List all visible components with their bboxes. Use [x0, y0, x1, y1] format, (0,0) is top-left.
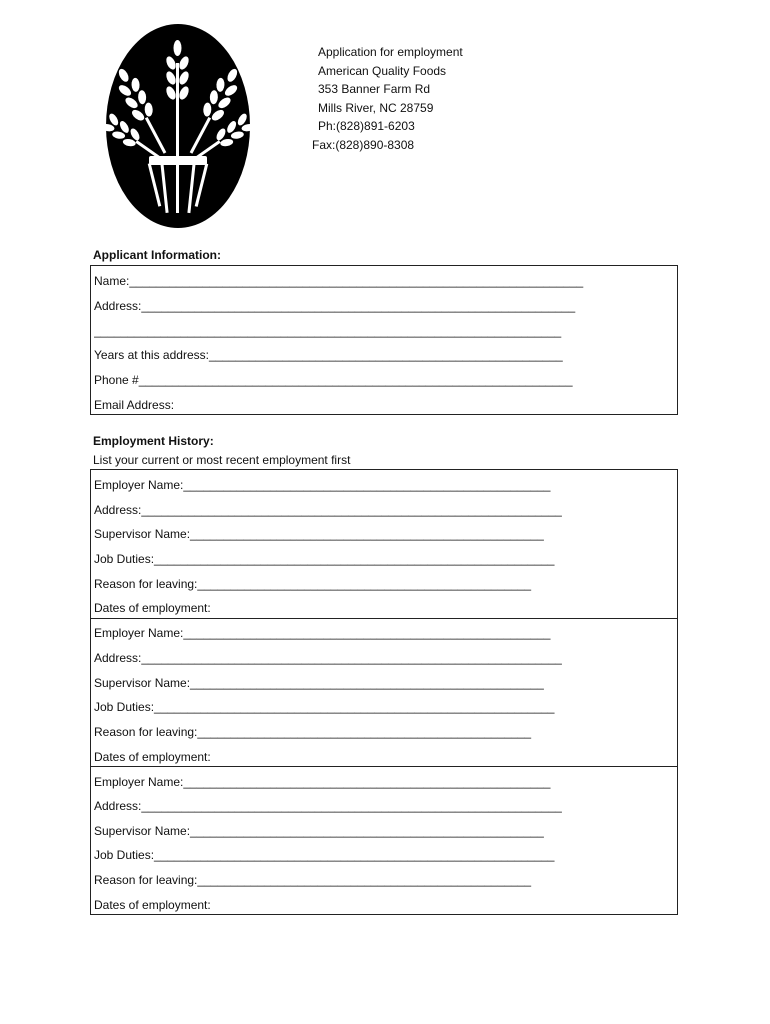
employment-instructions: List your current or most recent employment first	[93, 453, 351, 467]
supervisor-name-field[interactable]: Supervisor Name:_____________________________________________________	[94, 527, 544, 541]
company-fax: Fax:(828)890-8308	[312, 137, 415, 152]
applicant-section-title: Applicant Information:	[93, 248, 221, 262]
job-duties-field[interactable]: Job Duties:____________________________________________________________	[94, 552, 555, 566]
employment-section-title: Employment History:	[93, 434, 214, 448]
employer-address-field[interactable]: Address:_______________________________________________________________	[94, 651, 562, 665]
job-duties-field[interactable]: Job Duties:____________________________________________________________	[94, 848, 555, 862]
company-header	[312, 43, 463, 155]
applicant-box	[90, 265, 678, 415]
block-divider	[91, 618, 677, 619]
employer-address-field[interactable]: Address:_______________________________________________________________	[94, 503, 562, 517]
employer-name-field[interactable]: Employer Name:_______________________________________________________	[94, 478, 551, 492]
dates-of-employment-field[interactable]: Dates of employment:	[94, 750, 211, 764]
employer-name-field[interactable]: Employer Name:_______________________________________________________	[94, 626, 551, 640]
company-street: 353 Banner Farm Rd	[318, 82, 431, 97]
company-phone: Ph:(828)891-6203	[318, 119, 415, 134]
form-title: Application for employment	[318, 45, 463, 59]
supervisor-name-field[interactable]: Supervisor Name:_____________________________________________________	[94, 676, 544, 690]
wheat-sheaf-logo	[105, 23, 251, 229]
company-name: American Quality Foods	[318, 63, 447, 78]
employer-name-field[interactable]: Employer Name:_______________________________________________________	[94, 775, 551, 789]
employment-box	[90, 469, 678, 915]
reason-for-leaving-field[interactable]: Reason for leaving:__________________________________________________	[94, 873, 532, 887]
years-at-address-field[interactable]: Years at this address:_____________________________________________________	[94, 348, 563, 362]
employer-address-field[interactable]: Address:_______________________________________________________________	[94, 799, 562, 813]
dates-of-employment-field[interactable]: Dates of employment:	[94, 601, 211, 615]
job-duties-field[interactable]: Job Duties:____________________________________________________________	[94, 700, 555, 714]
address-line-2-field[interactable]: ______________________________________________________________________	[94, 324, 562, 338]
address-field[interactable]: Address:_________________________________________________________________	[94, 299, 576, 313]
email-field[interactable]: Email Address:	[94, 398, 175, 412]
reason-for-leaving-field[interactable]: Reason for leaving:__________________________________________________	[94, 577, 532, 591]
block-divider	[91, 766, 677, 767]
name-field[interactable]: Name:____________________________________________________________________	[94, 274, 584, 288]
supervisor-name-field[interactable]: Supervisor Name:_____________________________________________________	[94, 824, 544, 838]
reason-for-leaving-field[interactable]: Reason for leaving:__________________________________________________	[94, 725, 532, 739]
phone-field[interactable]: Phone #_________________________________________________________________	[94, 373, 573, 387]
company-city: Mills River, NC 28759	[318, 100, 434, 115]
dates-of-employment-field[interactable]: Dates of employment:	[94, 898, 211, 912]
